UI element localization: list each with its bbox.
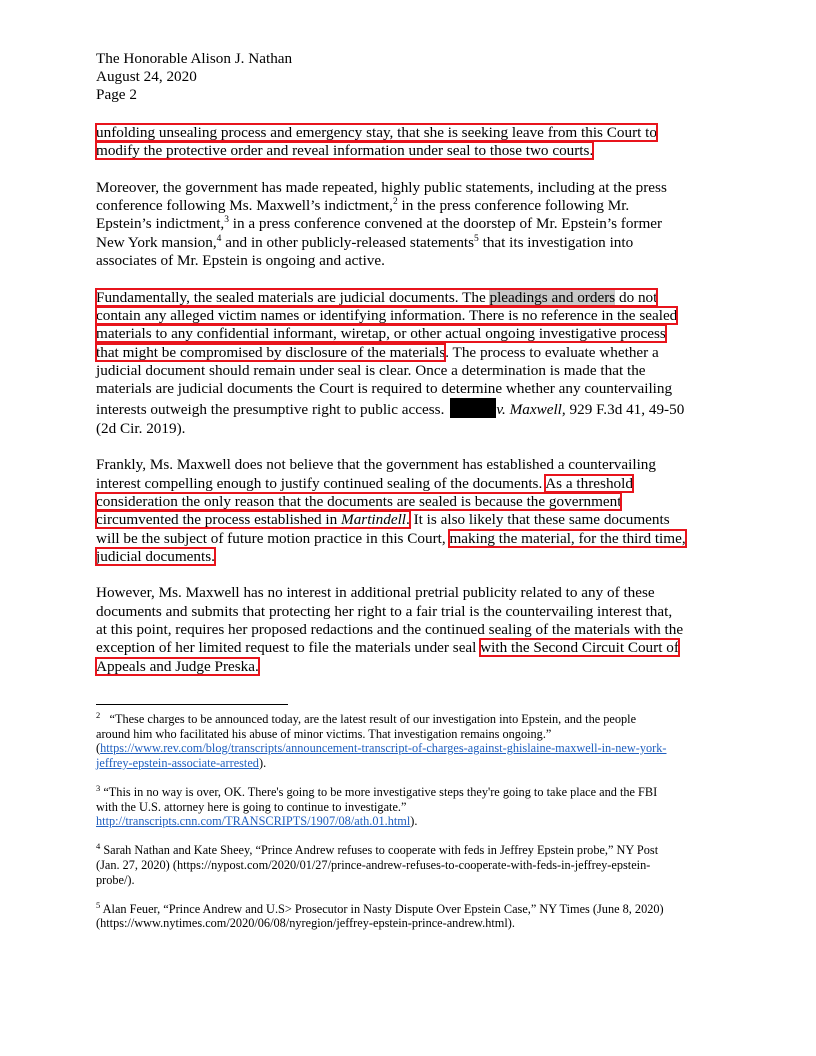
footnote-5 — [96, 899, 722, 931]
highlighted-passage: making the material, for the third time, — [449, 529, 686, 547]
highlighted-passage: with the Second Circuit Court of — [480, 639, 679, 657]
footnote-link[interactable]: http://transcripts.cnn.com/TRANSCRIPTS/1907/08/ath.01.html — [96, 814, 411, 829]
redaction-block — [450, 398, 496, 418]
footnote-2 — [96, 712, 722, 770]
text-span: “This in no way is over, OK. There's going to be more investigative steps they're going to take place and the FBI — [103, 784, 658, 799]
text-line: However, Ms. Maxwell has no interest in additional pretrial publicity related to any of these — [96, 584, 655, 602]
paragraph-1 — [96, 124, 722, 161]
text-span: in a press conference convened at the doorstep of Mr. Epstein’s former — [228, 215, 663, 233]
text-line: (Jan. 27, 2020) (https://nypost.com/2020/01/27/prince-andrew-refuses-to-cooperate-with-feds-in-jeffrey-epstein- — [96, 857, 651, 872]
highlighted-passage: materials to any confidential informant, wiretap, or other actual ongoing investigative process — [96, 325, 666, 343]
text-span: New York mansion, — [96, 233, 217, 251]
text-span: “These charges to be announced today, are the latest result of our investigation into Epstein, and the people — [109, 712, 637, 726]
highlighted-passage: judicial documents. — [96, 547, 215, 565]
text-span: Alan Feuer, “Prince Andrew and U.S> Prosecutor in Nasty Dispute Over Epstein Case,” NY Times (June 8, 2020) — [100, 901, 664, 916]
text-span: interest compelling enough to justify continued sealing of the documents. — [96, 474, 546, 492]
text-span: ). — [410, 814, 418, 829]
text-span: in the press conference following Mr. — [397, 197, 630, 215]
text-line: (https://www.nytimes.com/2020/06/08/nyregion/jeffrey-epstein-prince-andrew.html). — [96, 916, 515, 931]
text-span: Sarah Nathan and Kate Sheey, “Prince Andrew refuses to cooperate with feds in Jeffrey Epstein probe,” NY Post — [100, 843, 659, 858]
page-number-line: Page 2 — [96, 86, 137, 103]
text-line: materials are judicial documents the Court is required to determine whether any countervailing — [96, 380, 673, 398]
text-span: conference following Ms. Maxwell’s indictment, — [96, 197, 393, 215]
highlighted-passage: contain any alleged victim names or identifying information. There is no reference in the sealed — [96, 306, 678, 324]
footnote-ref: 5 — [474, 233, 479, 244]
recipient-line: The Honorable Alison J. Nathan — [96, 50, 293, 67]
text-line: (2d Cir. 2019). — [96, 419, 186, 437]
highlighted-passage: that might be compromised by disclosure of the materials — [96, 343, 446, 361]
footnote-number: 3 — [96, 782, 101, 793]
footnote-ref: 2 — [392, 197, 398, 208]
text-line: judicial document should remain under seal is clear. Once a determination is made that the — [96, 361, 646, 379]
text-span: . — [406, 511, 410, 529]
footnote-ref: 3 — [224, 215, 229, 226]
gray-highlight: pleadings and orders — [489, 288, 616, 306]
text-span: exception of her limited request to file the materials under seal — [96, 639, 481, 657]
highlighted-passage: unfolding unsealing process and emergency stay, that she is seeking leave from this Court to — [96, 124, 657, 141]
case-name-italic: Martindell — [341, 511, 407, 529]
text-span: that its investigation into — [478, 233, 634, 251]
footnote-number: 5 — [96, 899, 101, 910]
paragraph-3 — [96, 289, 722, 438]
text-line: Frankly, Ms. Maxwell does not believe that the government has established a countervailing — [96, 456, 656, 474]
paragraph-2 — [96, 179, 722, 270]
text-line: with the U.S. attorney here is going to continue to investigate.” — [96, 799, 407, 814]
letter-header — [96, 50, 292, 104]
text-span: Fundamentally, the sealed materials are judicial documents. The — [96, 288, 490, 306]
footnote-link[interactable]: https://www.rev.com/blog/transcripts/announcement-transcript-of-charges-against-ghislaine-maxwell-in-new-york- — [100, 741, 667, 756]
text-line: documents and submits that protecting her right to a fair trial is the countervailing interest that, — [96, 602, 673, 620]
footnote-4 — [96, 843, 722, 887]
text-line: associates of Mr. Epstein is ongoing and active. — [96, 252, 385, 270]
footnote-3 — [96, 782, 722, 829]
highlighted-passage: As a threshold — [545, 474, 633, 492]
text-span: , 929 F.3d 41, 49-50 — [561, 401, 685, 419]
text-line: at this point, requires her proposed redactions and the continued sealing of the materials with the — [96, 621, 684, 639]
highlighted-passage: consideration the only reason that the documents are sealed is because the government — [96, 492, 622, 510]
date-line: August 24, 2020 — [96, 68, 197, 85]
footnote-separator — [96, 704, 288, 705]
case-name-italic: v. Maxwell — [496, 401, 562, 419]
footnote-number: 2 — [96, 710, 101, 720]
highlighted-passage — [96, 289, 657, 306]
text-span: interests outweigh the presumptive right to public access. — [96, 401, 445, 419]
text-line: Moreover, the government has made repeated, highly public statements, including at the press — [96, 178, 667, 196]
text-span: circumvented the process established in — [96, 511, 342, 529]
text-span: do not — [615, 288, 658, 306]
text-span: will be the subject of future motion practice in this Court, — [96, 529, 450, 547]
text-line: probe/). — [96, 872, 135, 887]
letter-body — [96, 124, 722, 694]
paragraph-5 — [96, 584, 722, 675]
text-line: around him who facilitated his abuse of minor victims. That investigation remains ongoing.” — [96, 726, 552, 741]
footnotes — [96, 712, 722, 946]
footnote-number: 4 — [96, 841, 101, 852]
text-span: Epstein’s indictment, — [96, 215, 225, 233]
footnote-ref: 4 — [216, 233, 222, 244]
text-span: . The process to evaluate whether a — [445, 343, 659, 361]
text-span: and in other publicly-released statements — [221, 233, 475, 251]
paragraph-4 — [96, 456, 722, 566]
text-span: ). — [258, 755, 267, 770]
highlighted-passage: modify the protective order and reveal information under seal to those two courts. — [96, 142, 594, 160]
footnote-link[interactable]: jeffrey-epstein-associate-arrested — [96, 755, 259, 770]
text-span: ( — [96, 741, 101, 756]
highlighted-passage: Appeals and Judge Preska. — [96, 657, 259, 675]
text-span: It is also likely that these same documents — [409, 511, 670, 529]
highlighted-passage — [96, 511, 410, 528]
